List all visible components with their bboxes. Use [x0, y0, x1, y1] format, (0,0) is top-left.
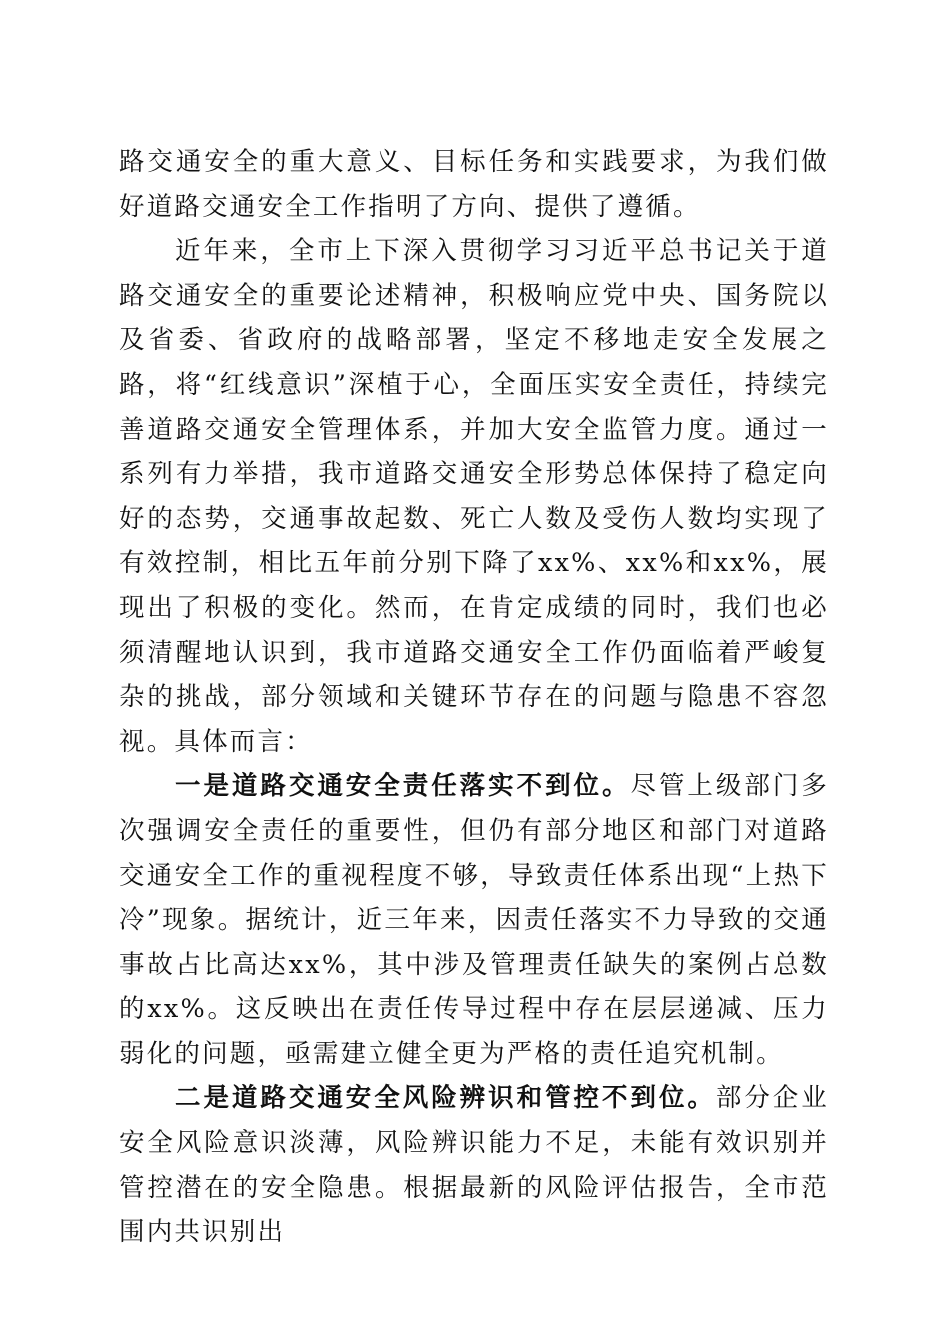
- paragraph-point-two: [119, 1076, 829, 1254]
- paragraph-text: 路交通安全的重大意义、目标任务和实践要求，为我们做好道路交通安全工作指明了方向、提供了遵循。: [119, 147, 829, 222]
- paragraph-continuation: [119, 140, 829, 229]
- paragraph-text: 部分企业安全风险意识淡薄，风险辨识能力不足，未能有效识别并管控潜在的安全隐患。根据最新的风险评估报告，全市范围内共识别出: [119, 1083, 829, 1248]
- paragraph-lead: 二是道路交通安全风险辨识和管控不到位。: [175, 1083, 716, 1114]
- paragraph-text: 近年来，全市上下深入贯彻学习习近平总书记关于道路交通安全的重要论述精神，积极响应党中央、国务院以及省委、省政府的战略部署，坚定不移地走安全发展之路，将“红线意识”深植于心，全面压实安全责任，持续完善道路交通安全管理体系，并加大安全监管力度。通过一系列有力举措，我市道路交通安全形势总体保持了稳定向好的态势，交通事故起数、死亡人数及受伤人数均实现了有效控制，相比五年前分别下降了xx%、xx%和xx%，展现出了积极的变化。然而，在肯定成绩的同时，我们也必须清醒地认识到，我市道路交通安全工作仍面临着严峻复杂的挑战，部分领域和关键环节存在的问题与隐患不容忽视。具体而言：: [119, 236, 829, 757]
- document-body: [119, 140, 829, 1255]
- paragraph-lead: 一是道路交通安全责任落实不到位。: [175, 771, 631, 802]
- paragraph-point-one: [119, 764, 829, 1076]
- paragraph-text: 尽管上级部门多次强调安全责任的重要性，但仍有部分地区和部门对道路交通安全工作的重视程度不够，导致责任体系出现“上热下冷”现象。据统计，近三年来，因责任落实不力导致的交通事故占比高达xx%，其中涉及管理责任缺失的案例占总数的xx%。这反映出在责任传导过程中存在层层递减、压力弱化的问题，亟需建立健全更为严格的责任追究机制。: [119, 771, 830, 1069]
- paragraph-overview: [119, 229, 829, 764]
